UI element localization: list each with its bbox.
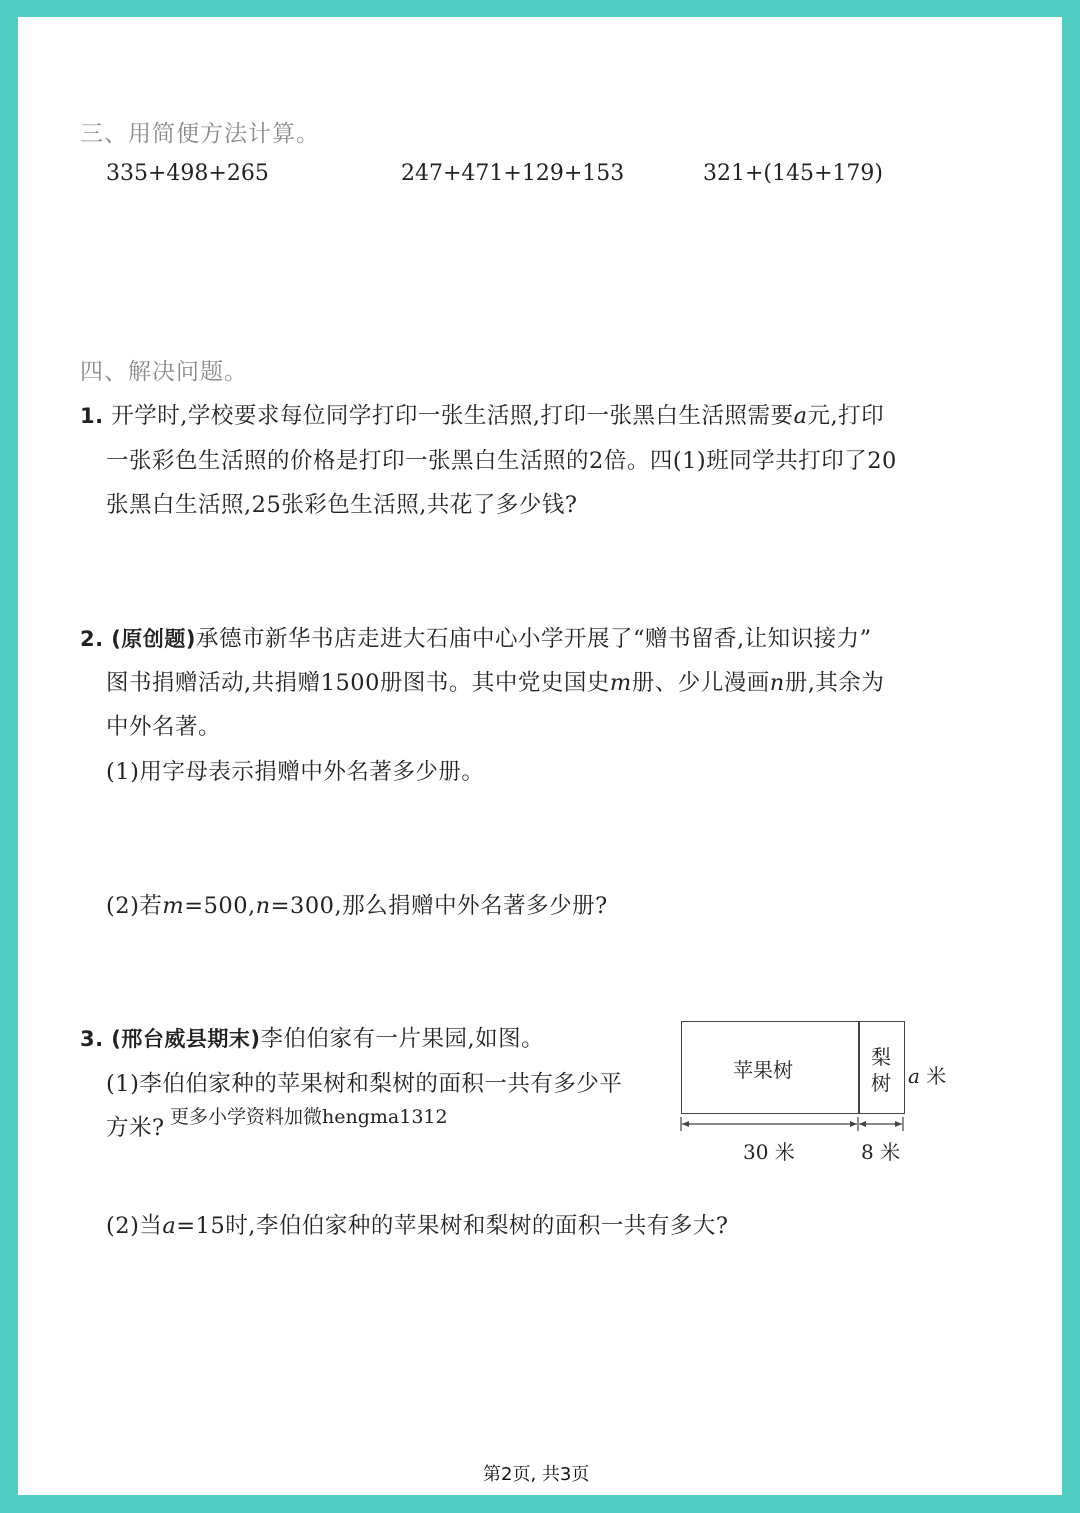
width-30-label: 30 米 (743, 1140, 795, 1164)
q2-text-2c: 册,其余为 (784, 670, 885, 696)
q3-sub1-line2: 方米? (106, 1115, 165, 1141)
side-length-label (908, 1060, 946, 1089)
section3-heading: 三、用简便方法计算。 (80, 121, 320, 147)
q1-var-a: a (793, 403, 808, 429)
q2-sub2-c: =300,那么捐赠中外名著多少册? (270, 893, 608, 919)
q2-line3: 中外名著。 (106, 714, 222, 740)
expression-1: 335+498+265 (106, 161, 269, 186)
q2-text-1: 承德市新华书店走进大石庙中心小学开展了“赠书留香,让知识接力” (195, 626, 872, 652)
section4-heading: 四、解决问题。 (80, 359, 248, 385)
worksheet-page (18, 17, 1062, 1495)
dimension-arrows (673, 1114, 913, 1138)
q2-text-2a: 图书捐赠活动,共捐赠1500册图书。其中党史国史 (106, 670, 610, 696)
q2-sub1: (1)用字母表示捐赠中外名著多少册。 (106, 759, 485, 785)
apple-tree-label: 苹果树 (733, 1058, 793, 1082)
q3-sub2-b: =15时,李伯伯家种的苹果树和梨树的面积一共有多大? (176, 1213, 729, 1239)
q3-text-1: 李伯伯家有一片果园,如图。 (260, 1026, 545, 1052)
q2-text-2b: 册、少儿漫画 (631, 670, 770, 696)
q2-var-m: m (609, 670, 632, 696)
width-8-label: 8 米 (861, 1140, 901, 1164)
expression-2: 247+471+129+153 (401, 161, 625, 186)
side-unit: 米 (926, 1064, 947, 1088)
q2-line1 (80, 621, 872, 653)
q3-sub2 (106, 1208, 729, 1240)
page-number: 第2页, 共3页 (483, 1464, 590, 1485)
q3-tag: (邢台威县期末) (111, 1027, 261, 1051)
q2-sub2-a: (2)若 (106, 893, 163, 919)
q2-sub2-var-m: m (162, 893, 185, 919)
q2-sub2 (106, 888, 608, 920)
q3-number: 3. (80, 1027, 104, 1051)
q3-sub1-line1: (1)李伯伯家种的苹果树和梨树的面积一共有多少平 (106, 1071, 623, 1097)
q2-var-n: n (769, 670, 785, 696)
promo-note: 更多小学资料加微hengma1312 (170, 1106, 448, 1128)
q1-line1 (80, 398, 884, 430)
q2-tag: (原创题) (111, 627, 196, 651)
q3-line1 (80, 1021, 544, 1053)
pear-tree-label-2: 树 (871, 1071, 891, 1095)
pear-tree-label-1: 梨 (871, 1045, 891, 1069)
q1-line3: 张黑白生活照,25张彩色生活照,共花了多少钱? (106, 492, 578, 518)
q1-text-1b: 元,打印 (807, 403, 885, 429)
side-var-a: a (908, 1064, 920, 1088)
q1-line2: 一张彩色生活照的价格是打印一张黑白生活照的2倍。四(1)班同学共打印了20 (106, 448, 897, 474)
q1-text-1a: 开学时,学校要求每位同学打印一张生活照,打印一张黑白生活照需要 (111, 403, 794, 429)
expression-3: 321+(145+179) (703, 161, 884, 186)
q3-sub2-a: (2)当 (106, 1213, 163, 1239)
q2-line2 (106, 665, 884, 697)
q2-sub2-b: =500, (184, 893, 256, 919)
q1-number: 1. (80, 404, 104, 428)
q3-sub2-var-a: a (162, 1213, 177, 1239)
q2-number: 2. (80, 627, 104, 651)
q2-sub2-var-n: n (255, 893, 271, 919)
